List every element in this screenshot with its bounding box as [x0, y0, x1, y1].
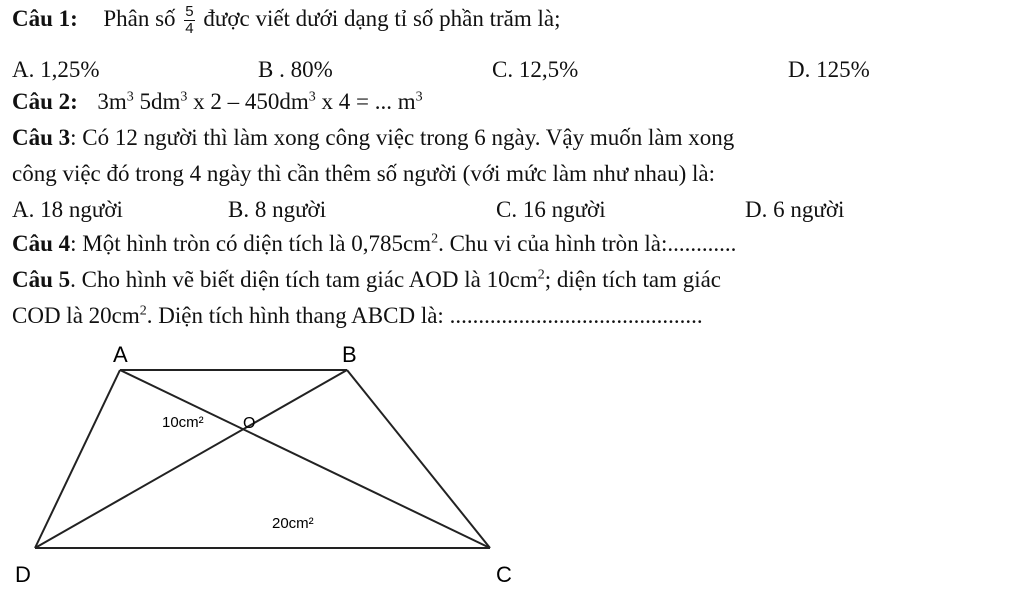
question-5-sup-1: 2	[537, 267, 545, 283]
label-a: A	[113, 342, 128, 367]
label-b: B	[342, 342, 357, 367]
question-1-text-after: được viết dưới dạng tỉ số phần trăm là;	[203, 5, 561, 31]
question-4-label: Câu 4	[12, 231, 71, 256]
expr-part: x 2 – 450dm	[187, 89, 309, 114]
fraction-numerator: 5	[185, 3, 194, 20]
question-5-sup-2: 2	[139, 303, 147, 319]
area-aod-label: 10cm²	[162, 414, 204, 431]
fraction-denominator: 4	[185, 20, 194, 37]
expr-part: 5dm	[139, 89, 181, 114]
q1-option-a: A. 1,25%	[12, 57, 100, 82]
question-2-label: Câu 2:	[12, 89, 78, 114]
q3-option-d: D. 6 người	[745, 197, 845, 222]
expr-part: 3m	[97, 89, 127, 114]
edge-bc	[347, 370, 490, 548]
expr-part: x 4 = ... m	[315, 89, 416, 114]
label-c: C	[496, 562, 512, 587]
question-4-text-after: . Chu vi của hình tròn là:............	[438, 231, 737, 256]
q1-option-c: C. 12,5%	[492, 57, 579, 82]
label-o: O	[243, 415, 256, 432]
expr-sup: 3	[126, 89, 134, 105]
area-cod-label: 20cm²	[272, 515, 314, 532]
expr-sup: 3	[415, 89, 423, 105]
question-5-text-1a: . Cho hình vẽ biết diện tích tam giác AOD là 10cm	[70, 267, 538, 292]
question-1-text-before: Phân số	[103, 5, 176, 31]
edge-da	[35, 370, 120, 548]
question-1-label: Câu 1:	[12, 5, 78, 31]
question-5-text-2b: . Diện tích hình thang ABCD là: ............................................	[146, 303, 703, 328]
question-5-label: Câu 5	[12, 267, 71, 292]
question-4-text: : Một hình tròn có diện tích là 0,785cm	[70, 231, 432, 256]
q1-option-b: B . 80%	[258, 57, 333, 82]
question-3-label: Câu 3	[12, 125, 71, 150]
q3-option-c: C. 16 người	[496, 197, 606, 222]
expr-sup: 3	[180, 89, 188, 105]
q3-option-b: B. 8 người	[228, 197, 327, 222]
question-3-line-2: công việc đó trong 4 ngày thì cần thêm số người (với mức làm như nhau) là:	[12, 161, 716, 186]
question-5-text-1b: ; diện tích tam giác	[544, 267, 722, 292]
q3-option-a: A. 18 người	[12, 197, 123, 222]
label-d: D	[15, 562, 31, 587]
question-5-text-2a: COD là 20cm	[12, 303, 140, 328]
question-4-sup: 2	[431, 231, 439, 247]
question-3-text-1: : Có 12 người thì làm xong công việc trong 6 ngày. Vậy muốn làm xong	[70, 125, 735, 150]
expr-sup: 3	[308, 89, 316, 105]
q1-option-d: D. 125%	[788, 57, 870, 82]
